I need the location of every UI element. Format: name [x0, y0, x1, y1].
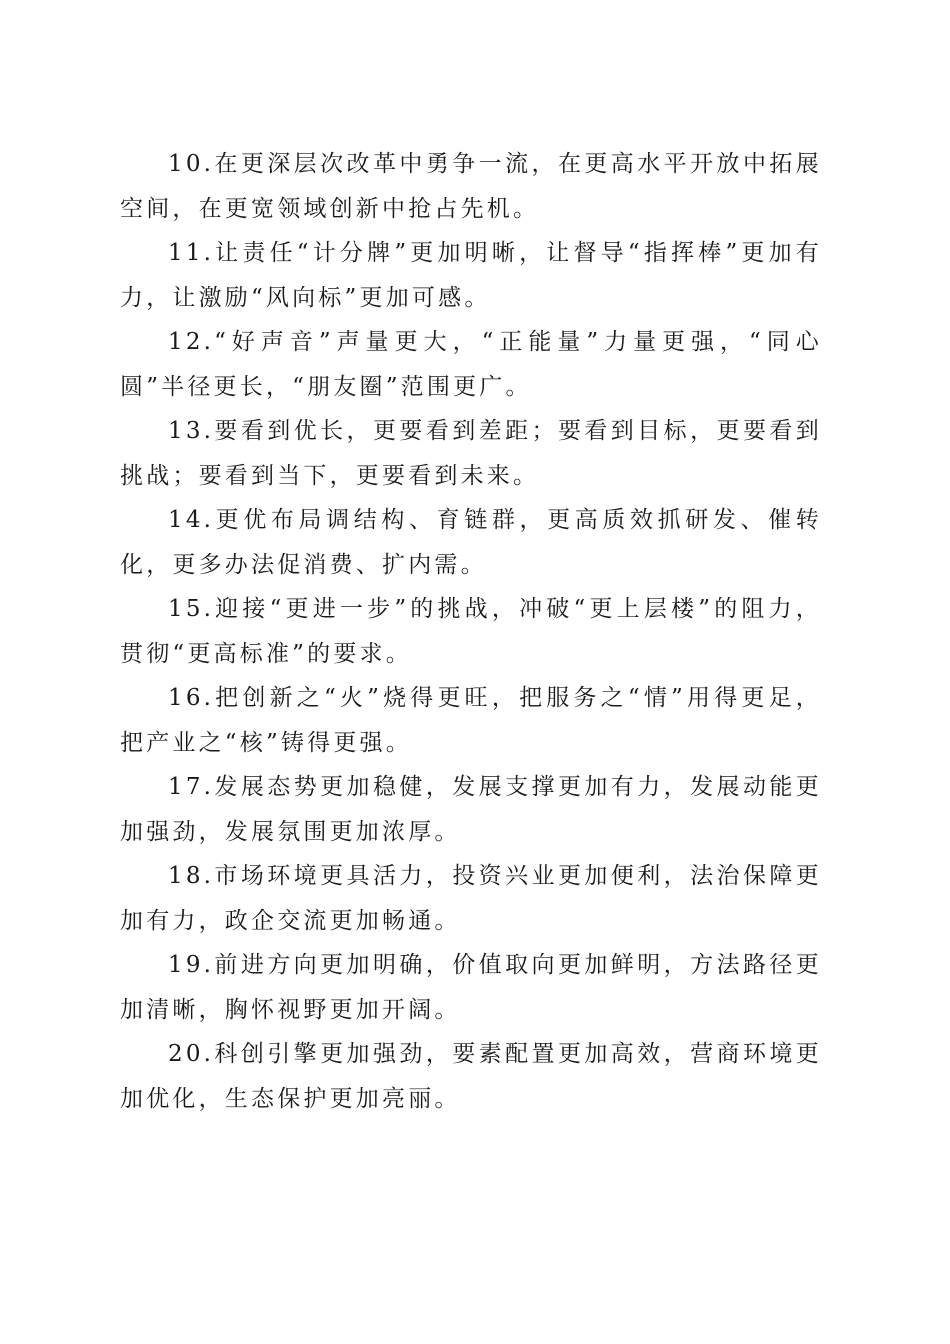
paragraph-item-19: 19.前进方向更加明确，价值取向更加鲜明，方法路径更加清晰，胸怀视野更加开阔。: [120, 952, 822, 1023]
paragraph-item-18: 18.市场环境更具活力，投资兴业更加便利，法治保障更加有力，政企交流更加畅通。: [120, 863, 822, 934]
paragraph-item-14: 14.更优布局调结构、育链群，更高质效抓研发、催转化，更多办法促消费、扩内需。: [120, 507, 822, 578]
document-body: [120, 142, 822, 1121]
paragraph-item-20: 20.科创引擎更加强劲，要素配置更加高效，营商环境更加优化，生态保护更加亮丽。: [120, 1041, 822, 1112]
paragraph-item-10: 10.在更深层次改革中勇争一流，在更高水平开放中拓展空间，在更宽领域创新中抢占先机。: [120, 151, 822, 222]
paragraph-item-15: 15.迎接“更进一步”的挑战，冲破“更上层楼”的阻力，贯彻“更高标准”的要求。: [120, 596, 822, 667]
paragraph-item-12: 12.“好声音”声量更大，“正能量”力量更强，“同心圆”半径更长，“朋友圈”范围更广。: [120, 329, 822, 400]
paragraph-item-16: 16.把创新之“火”烧得更旺，把服务之“情”用得更足，把产业之“核”铸得更强。: [120, 685, 822, 756]
paragraph-item-13: 13.要看到优长，更要看到差距；要看到目标，更要看到挑战；要看到当下，更要看到未来。: [120, 418, 822, 489]
paragraph-item-17: 17.发展态势更加稳健，发展支撑更加有力，发展动能更加强劲，发展氛围更加浓厚。: [120, 774, 822, 845]
paragraph-item-11: 11.让责任“计分牌”更加明晰，让督导“指挥棒”更加有力，让激励“风向标”更加可感。: [120, 240, 822, 311]
